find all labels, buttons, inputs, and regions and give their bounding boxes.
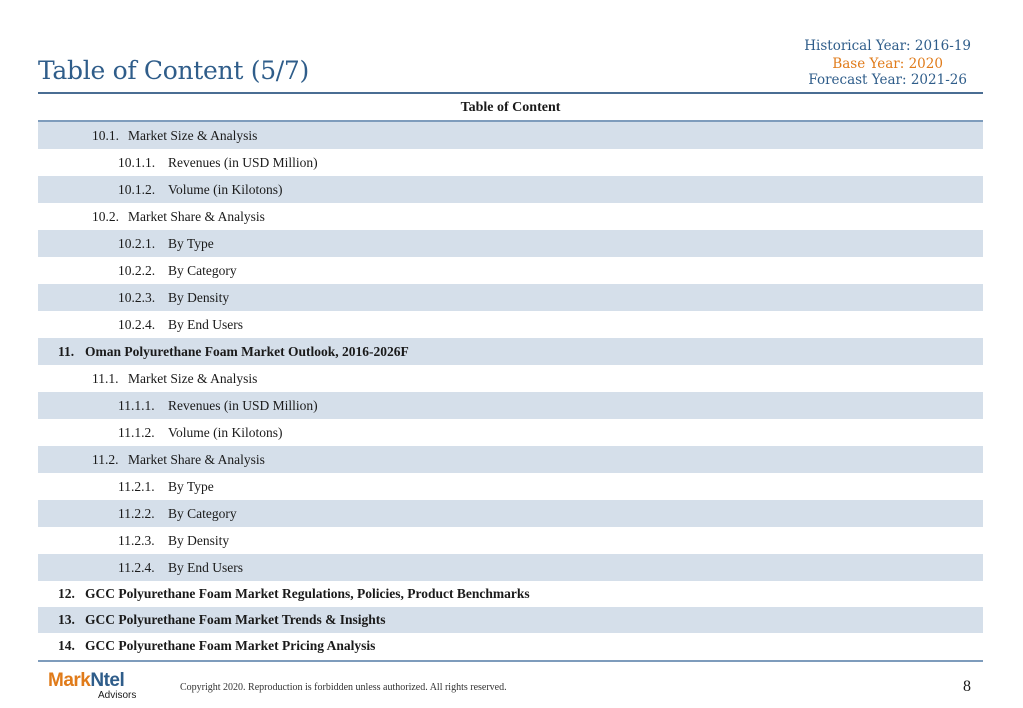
toc-row-text: GCC Polyurethane Foam Market Pricing Analysis — [85, 638, 376, 653]
toc-row-number: 10.2. — [92, 209, 119, 224]
toc-row — [38, 473, 983, 500]
toc-row — [38, 284, 983, 311]
toc-row — [38, 149, 983, 176]
base-year: Base Year: 2020 — [832, 56, 943, 72]
toc-row — [38, 176, 983, 203]
toc-row-number: 13. — [58, 612, 75, 627]
toc-row-number: 10.2.1. — [118, 236, 156, 251]
toc-row — [38, 338, 983, 365]
toc-row-number: 11.2. — [92, 452, 119, 467]
toc-row-number: 11.2.2. — [118, 506, 155, 521]
toc-row-text: By Category — [168, 506, 237, 521]
toc-row — [38, 365, 983, 392]
toc-row-text: Market Share & Analysis — [128, 209, 265, 224]
toc-row-number: 10.1.1. — [118, 155, 156, 170]
toc-row — [38, 581, 983, 607]
historical-year: Historical Year: 2016-19 — [804, 38, 971, 54]
toc-row-number: 11.2.4. — [118, 560, 155, 575]
toc-row-text: Volume (in Kilotons) — [168, 425, 283, 440]
toc-row-text: By Density — [168, 290, 230, 305]
toc-row-text: By Type — [168, 236, 214, 251]
toc-row-number: 12. — [58, 586, 75, 601]
toc-row — [38, 257, 983, 284]
page-title: Table of Content (5/7) — [38, 56, 309, 85]
toc-row — [38, 527, 983, 554]
toc-row-text: Revenues (in USD Million) — [168, 398, 318, 413]
header-divider — [38, 92, 983, 94]
toc-row-text: Market Size & Analysis — [128, 371, 258, 386]
toc-row — [38, 633, 983, 659]
toc-row-number: 11. — [58, 344, 75, 359]
toc-row — [38, 419, 983, 446]
copyright-text: Copyright 2020. Reproduction is forbidden unless authorized. All rights reserved. — [180, 682, 507, 693]
toc-row — [38, 607, 983, 633]
page-number: 8 — [963, 678, 971, 695]
toc-heading: Table of Content — [38, 96, 983, 122]
toc-row — [38, 392, 983, 419]
toc-row-text: Market Size & Analysis — [128, 128, 258, 143]
toc-row-number: 11.2.3. — [118, 533, 155, 548]
toc-table — [38, 122, 983, 659]
toc-row — [38, 122, 983, 149]
toc-row-number: 14. — [58, 638, 75, 653]
toc-row-number: 10.2.4. — [118, 317, 156, 332]
toc-row-number: 11.1.1. — [118, 398, 155, 413]
forecast-year: Forecast Year: 2021-26 — [808, 72, 967, 88]
marknteladvisors-logo — [48, 670, 138, 702]
toc-row-text: Volume (in Kilotons) — [168, 182, 283, 197]
toc-row-number: 10.2.3. — [118, 290, 156, 305]
logo-text-mark: Mark — [48, 670, 91, 691]
toc-row — [38, 203, 983, 230]
toc-row — [38, 311, 983, 338]
toc-row-text: GCC Polyurethane Foam Market Trends & Insights — [85, 612, 386, 627]
toc-row — [38, 446, 983, 473]
logo-text-ntel: Ntel — [90, 670, 125, 691]
year-info — [804, 36, 971, 89]
toc-row-text: Revenues (in USD Million) — [168, 155, 318, 170]
toc-row-text: By Type — [168, 479, 214, 494]
toc-row-number: 10.1.2. — [118, 182, 156, 197]
toc-row-text: By End Users — [168, 317, 243, 332]
toc-row-text: By Category — [168, 263, 237, 278]
toc-row — [38, 230, 983, 257]
toc-row-text: By End Users — [168, 560, 243, 575]
logo-subtitle: Advisors — [98, 690, 137, 701]
toc-row-text: By Density — [168, 533, 230, 548]
footer-divider — [38, 660, 983, 662]
toc-row-number: 11.2.1. — [118, 479, 155, 494]
toc-row-number: 10.2.2. — [118, 263, 156, 278]
toc-row-text: Market Share & Analysis — [128, 452, 265, 467]
toc-row-number: 11.1.2. — [118, 425, 155, 440]
toc-row-text: GCC Polyurethane Foam Market Regulations, Policies, Product Benchmarks — [85, 586, 530, 601]
toc-row-text: Oman Polyurethane Foam Market Outlook, 2016-2026F — [85, 344, 409, 359]
toc-row-number: 11.1. — [92, 371, 119, 386]
toc-row — [38, 554, 983, 581]
toc-row-number: 10.1. — [92, 128, 119, 143]
toc-row — [38, 500, 983, 527]
